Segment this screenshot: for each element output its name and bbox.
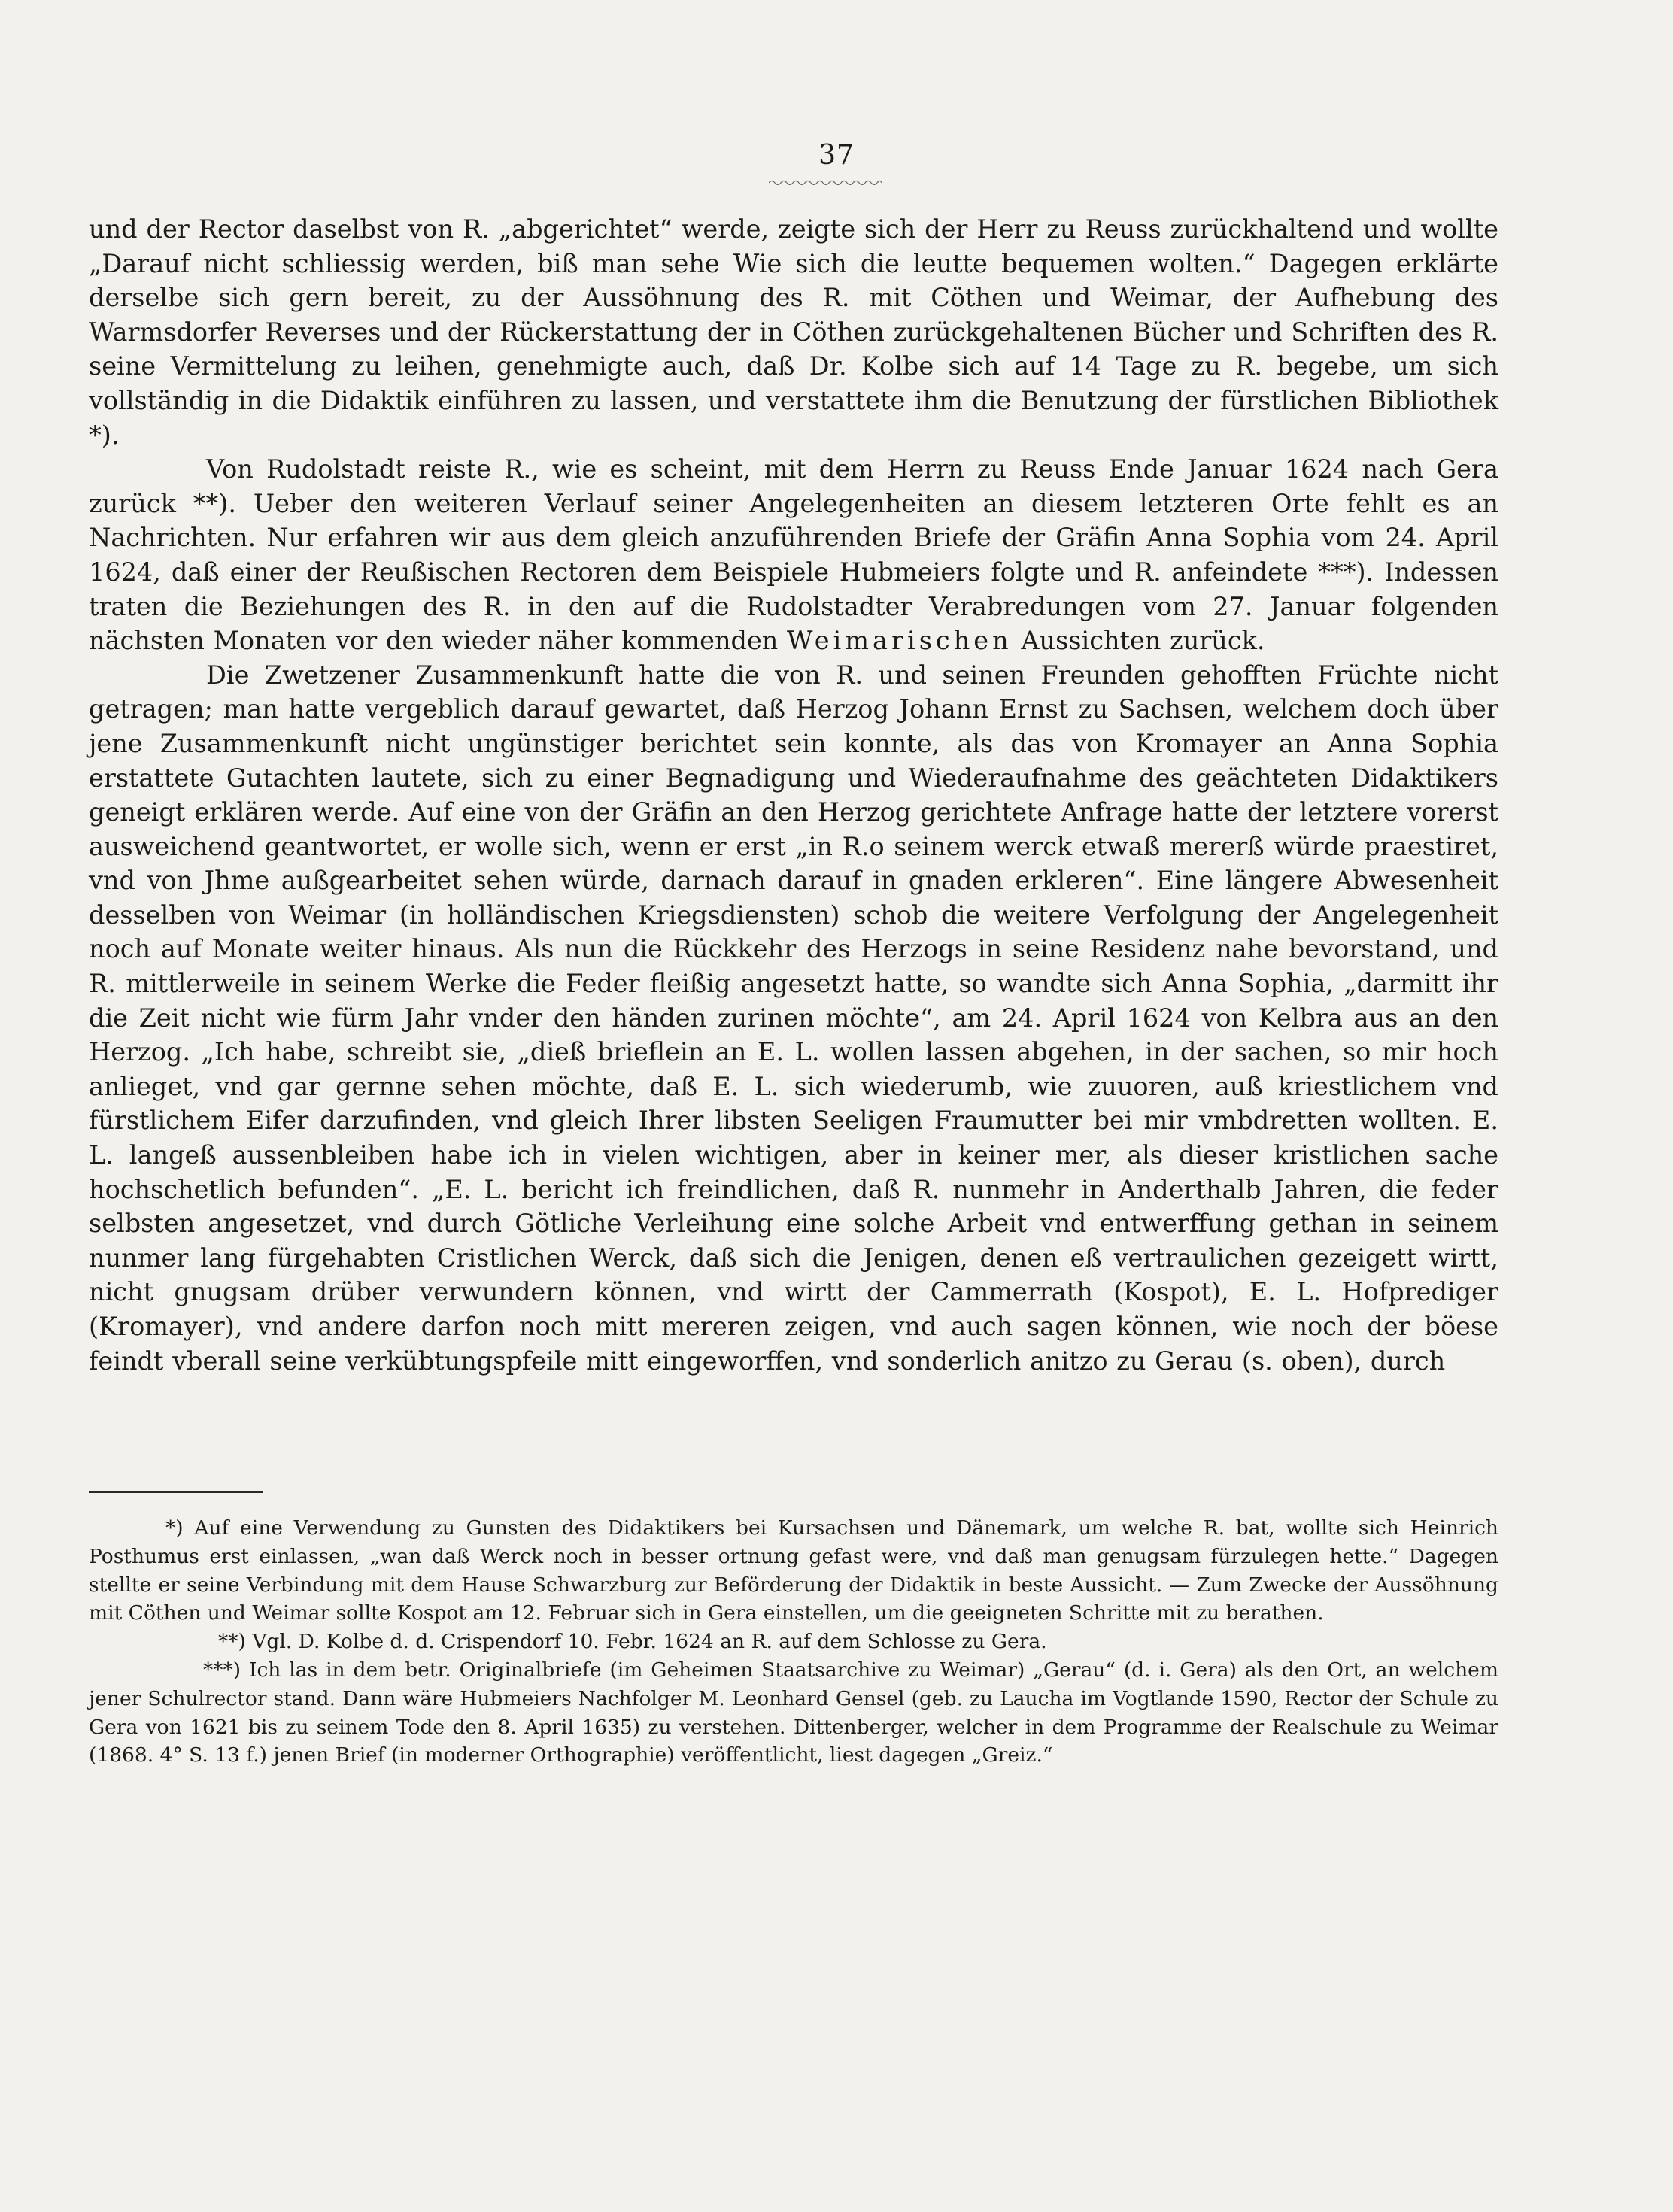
footnote-rule: [89, 1491, 263, 1493]
main-text: [89, 212, 1498, 1378]
wavy-rule-ornament-icon: [769, 179, 882, 187]
footnote-3: ***) Ich las in dem betr. Originalbriefe (im Geheimen Staatsarchive zu Weimar) „Gerau“ (d. i. Gera) als den Ort, an welchem jener Schulrector stand. Dann wäre Hubmeiers Nachfolger M. Leonhard Gensel (geb. zu Laucha im Vogtlande 1590, Rector der Schule zu Gera von 1621 bis zu seinem Tode den 8. April 1635) zu verstehen. Dittenberger, welcher in dem Programme der Realschule zu Weimar (1868. 4° S. 13 f.) jenen Brief (in moderner Orthographie) veröffentlicht, liest dagegen „Greiz.“: [89, 1658, 1498, 1767]
footnote-1: *) Auf eine Verwendung zu Gunsten des Didaktikers bei Kursachsen und Dänemark, um welche R. bat, wollte sich Heinrich Posthumus erst einlassen, „wan daß Werck noch in besser ortnung gefast were, vnd daß man genugsam fürzulegen hette.“ Dagegen stellte er seine Verbindung mit dem Hause Schwarzburg zur Beförderung der Didaktik in beste Aussicht. — Zum Zwecke der Aussöhnung mit Cöthen und Weimar sollte Kospot am 12. Februar sich in Gera einstellen, um die geeigneten Schritte mit zu berathen.: [89, 1516, 1498, 1625]
paragraph-rudolstadt-text: Von Rudolstadt reiste R., wie es scheint, mit dem Herrn zu Reuss Ende Januar 1624 nach Gera zurück **). Ueber den weiteren Verlauf seiner Angelegenheiten an diesem letzteren Orte fehlt es an Nachrichten. Nur erfahren wir aus dem gleich anzuführenden Briefe der Gräfin Anna Sophia vom 24. April 1624, daß einer der Reußischen Rectoren dem Beispiele Hubmeiers folgte und R. anfeindete ***). Indessen traten die Beziehungen des R. in den auf die Rudolstadter Verabredungen vom 27. Januar folgenden nächsten Monaten vor den wieder näher kommenden: [89, 454, 1498, 656]
paragraph-rudolstadt-end: Aussichten zurück.: [1021, 626, 1265, 656]
footnotes: [89, 1514, 1498, 1770]
footnote-2: **) Vgl. D. Kolbe d. d. Crispendorf 10. Febr. 1624 an R. auf dem Schlosse zu Gera.: [218, 1630, 1047, 1654]
paragraph-zwetzen: Die Zwetzener Zusammenkunft hatte die von R. und seinen Freunden gehofften Früchte nicht getragen; man hatte vergeblich darauf gewartet, daß Herzog Johann Ernst zu Sachsen, welchem doch über jene Zusammenkunft nicht ungünstiger berichtet sein konnte, als das von Kromayer an Anna Sophia erstattete Gutachten lautete, sich zu einer Begnadigung und Wiederaufnahme des geächteten Didaktikers geneigt erklären werde. Auf eine von der Gräfin an den Herzog gerichtete Anfrage hatte der letztere vorerst ausweichend geantwortet, er wolle sich, wenn er erst „in R.o seinem werck etwaß mererß würde praestiret, vnd von Jhme außgearbeitet sehen würde, darnach darauf in gnaden erkleren“. Eine längere Abwesenheit desselben von Weimar (in holländischen Kriegsdiensten) schob die weitere Verfolgung der Angelegenheit noch auf Monate weiter hinaus. Als nun die Rückkehr des Herzogs in seine Residenz nahe bevorstand, und R. mittlerweile in seinem Werke die Feder fleißig angesetzt hatte, so wandte sich Anna Sophia, „darmitt ihr die Zeit nicht wie fürm Jahr vnder den händen zurinen möchte“, am 24. April 1624 von Kelbra aus an den Herzog. „Ich habe, schreibt sie, „dieß brieflein an E. L. wollen lassen abgehen, in der sachen, so mir hoch anlieget, vnd gar gernne sehen möchte, daß E. L. sich wiederumb, wie zuuoren, auß kriestlichem vnd fürstlichem Eifer darzufinden, vnd gleich Ihrer libsten Seeligen Fraumutter bei mir vmbdretten wollten. E. L. langeß aussenbleiben habe ich in vielen wichtigen, aber in keiner mer, als dieser kristlichen sache hochschetlich befunden“. „E. L. bericht ich freindlichen, daß R. nunmehr in Anderthalb Jahren, die feder selbsten angesetzet, vnd durch Götliche Verleihung eine solche Arbeit vnd entwerffung gethan in seinem nunmer lang fürgehabten Cristlichen Werck, daß sich die Jenigen, denen eß vertraulichen gezeigett wirtt, nicht gnugsam drüber verwundern können, vnd wirtt der Cammerrath (Kospot), E. L. Hofprediger (Kromayer), vnd andere darfon noch mitt mereren zeigen, vnd auch sagen können, wie noch der böese feindt vberall seine verkübtungspfeile mitt eingeworffen, vnd sonderlich anitzo zu Gerau (s. oben), durch: [89, 660, 1498, 1376]
paragraph-rudolstadt: [89, 452, 1498, 658]
page-number: 37: [818, 140, 855, 171]
paragraph-continuation: und der Rector daselbst von R. „abgerichtet“ werde, zeigte sich der Herr zu Reuss zurückhaltend und wollte „Darauf nicht schliessig werden, biß man sehe Wie sich die leutte bequemen wolten.“ Dagegen erklärte derselbe sich gern bereit, zu der Aussöhnung des R. mit Cöthen und Weimar, der Aufhebung des Warmsdorfer Reverses und der Rückerstattung der in Cöthen zurückgehaltenen Bücher und Schriften des R. seine Vermittelung zu leihen, genehmigte auch, daß Dr. Kolbe sich auf 14 Tage zu R. begebe, um sich vollständig in die Didaktik einführen zu lassen, und verstattete ihm die Benutzung der fürstlichen Bibliothek *).: [89, 214, 1498, 450]
spaced-word-weimarischen: Weimarischen: [787, 626, 1013, 656]
